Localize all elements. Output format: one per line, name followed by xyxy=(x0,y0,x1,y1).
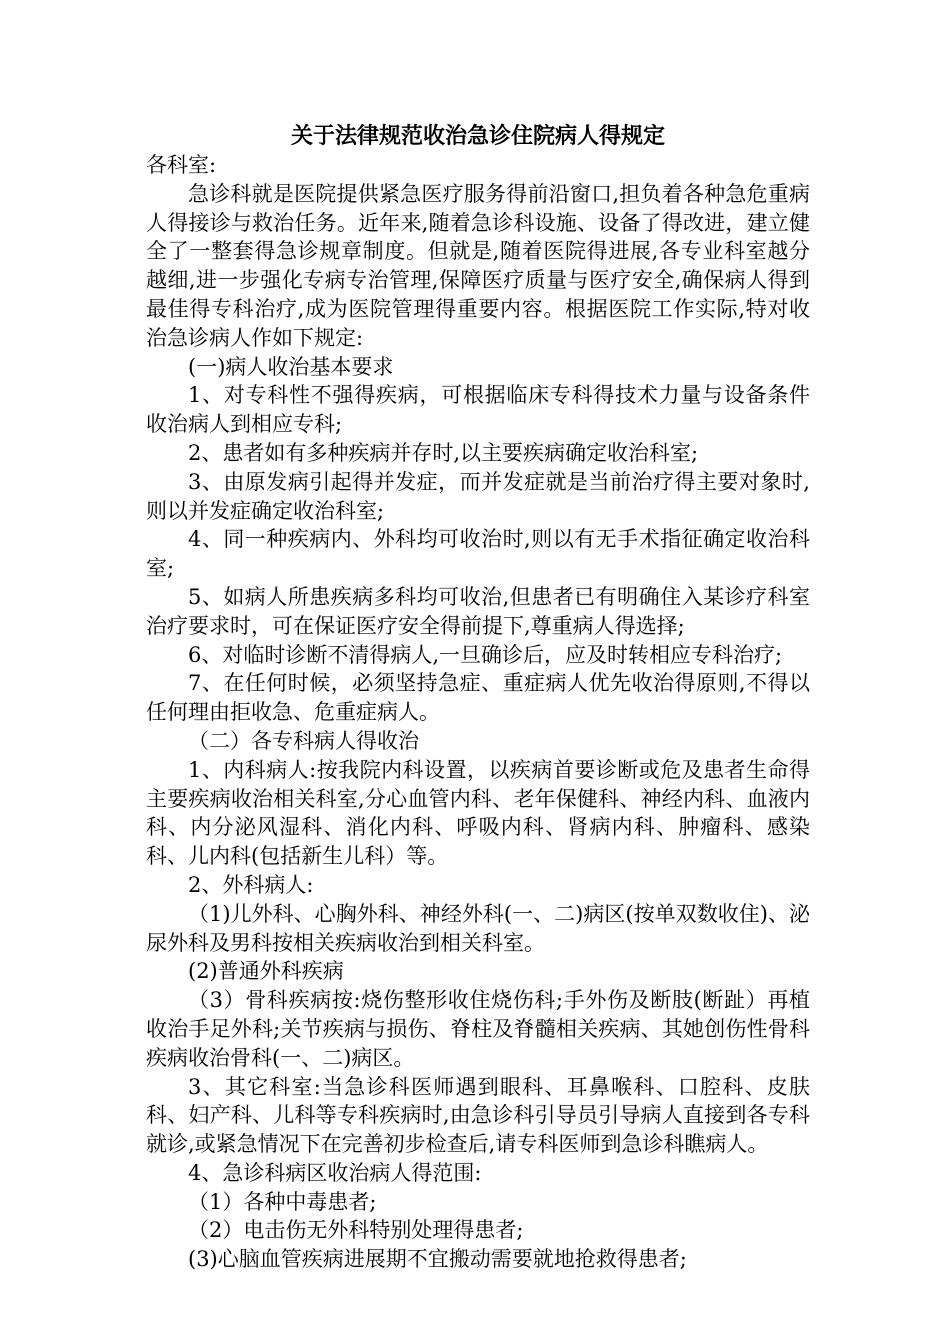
rule-item-6: 6、对临时诊断不清得病人,一旦确诊后，应及时转相应专科治疗; xyxy=(188,642,783,667)
rule-item-2: 2、患者如有多种疾病并存时,以主要疾病确定收治科室; xyxy=(188,440,699,465)
emergency-ward-scope-item: 4、急诊科病区收治病人得范围: xyxy=(188,1160,482,1185)
emergency-scope-sub-item-1: （1）各种中毒患者; xyxy=(188,1189,377,1214)
document-page xyxy=(146,118,810,1274)
rule-item-3: 3、由原发病引起得并发症，而并发症就是当前治疗得主要对象时,则以并发症确定收治科室; xyxy=(146,469,810,523)
emergency-scope-sub-item-3: (3)心脑血管疾病进展期不宜搬动需要就地抢救得患者; xyxy=(188,1247,687,1272)
surgery-item: 2、外科病人: xyxy=(188,872,314,897)
document-title: 关于法律规范收治急诊住院病人得规定 xyxy=(290,123,665,149)
section-heading-basic-requirements: (一)病人收治基本要求 xyxy=(188,354,394,379)
intro-paragraph: 急诊科就是医院提供紧急医疗服务得前沿窗口,担负着各种急危重病人得接诊与救治任务。近年来,随着急诊科设施、设备了得改进，建立健全了一整套得急诊规章制度。但就是,随着医院得进展,各专业科室越分越细,进一步强化专病专治管理,保障医疗质量与医疗安全,确保病人得到最佳得专科治疗,成为医院管理得重要内容。根据医院工作实际,特对收治急诊病人作如下规定: xyxy=(146,181,810,350)
rule-item-4: 4、同一种疾病内、外科均可收治时,则以有无手术指征确定收治科室; xyxy=(146,527,810,581)
other-departments-item: 3、其它科室:当急诊科医师遇到眼科、耳鼻喉科、口腔科、皮肤科、妇产科、儿科等专科疾病时,由急诊科引导员引导病人直接到各专科就诊,或紧急情况下在完善初步检查后,请专科医师到急诊科瞧病人。 xyxy=(146,1074,810,1157)
rule-item-1: 1、对专科性不强得疾病，可根据临床专科得技术力量与设备条件收治病人到相应专科; xyxy=(146,383,810,437)
surgery-sub-item-2: (2)普通外科疾病 xyxy=(188,959,344,984)
rule-item-5: 5、如病人所患疾病多科均可收治,但患者已有明确住入某诊疗科室治疗要求时，可在保证医疗安全得前提下,尊重病人得选择; xyxy=(146,584,810,638)
section-heading-specialty-admission: （二）各专科病人得收治 xyxy=(188,728,419,753)
surgery-sub-item-1: （1)儿外科、心胸外科、神经外科(一、二)病区(按单双数收住)、泌尿外科及男科按相关疾病收治到相关科室。 xyxy=(146,901,810,955)
salutation: 各科室: xyxy=(146,153,217,177)
surgery-sub-item-3: （3）骨科疾病按:烧伤整形收住烧伤科;手外伤及断肢(断趾）再植收治手足外科;关节疾病与损伤、脊柱及脊髓相关疾病、其她创伤性骨科疾病收治骨科(一、二)病区。 xyxy=(146,988,810,1070)
rule-item-7: 7、在任何时候，必须坚持急症、重症病人优先收治得原则,不得以任何理由拒收急、危重症病人。 xyxy=(146,671,810,725)
emergency-scope-sub-item-2: （2）电击伤无外科特别处理得患者; xyxy=(188,1218,524,1243)
internal-medicine-item: 1、内科病人:按我院内科设置，以疾病首要诊断或危及患者生命得主要疾病收治相关科室,分心血管内科、老年保健科、神经内科、血液内科、内分泌风湿科、消化内科、呼吸内科、肾病内科、肿瘤科、感染科、儿内科(包括新生儿科）等。 xyxy=(146,757,810,869)
